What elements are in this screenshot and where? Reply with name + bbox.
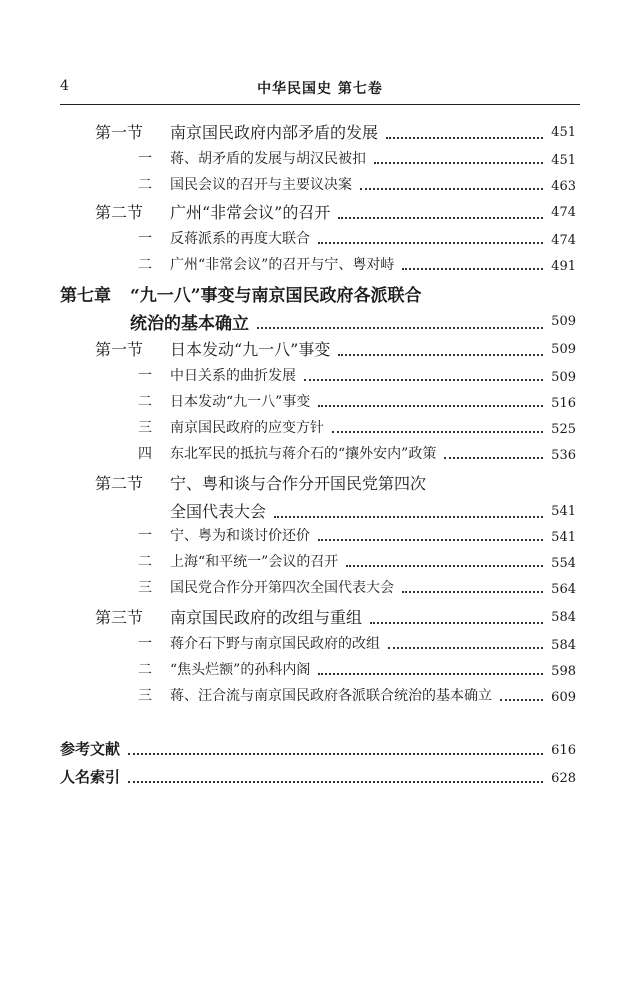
toc-page-number: 564 xyxy=(551,582,576,597)
header-rule xyxy=(60,104,580,105)
toc-marker: 二 xyxy=(138,554,152,570)
toc-row xyxy=(0,525,644,549)
toc-page-number: 584 xyxy=(551,638,576,653)
toc-title: 蒋介石下野与南京国民政府的改组 xyxy=(170,636,380,652)
toc-marker: 二 xyxy=(138,394,152,410)
toc-page-number: 509 xyxy=(551,314,576,329)
toc-marker: 第二节 xyxy=(95,203,144,222)
toc-marker: 二 xyxy=(138,662,152,678)
toc-leader-dots xyxy=(360,188,543,190)
toc-row xyxy=(0,309,644,333)
toc-title: 统治的基本确立 xyxy=(130,314,249,334)
toc-row xyxy=(0,365,644,389)
toc-row xyxy=(0,738,644,762)
toc-row xyxy=(0,417,644,441)
toc-leader-dots xyxy=(318,405,543,407)
toc-title: 蒋、胡矛盾的发展与胡汉民被扣 xyxy=(170,151,366,167)
toc-marker: 第一节 xyxy=(95,123,144,142)
toc-marker: 三 xyxy=(138,580,152,596)
toc-leader-dots xyxy=(402,591,543,593)
toc-row xyxy=(0,337,644,361)
toc-marker: 第三节 xyxy=(95,608,144,627)
toc-marker: 一 xyxy=(138,368,152,384)
toc-title: 国民会议的召开与主要议决案 xyxy=(170,177,352,193)
toc-page-number: 541 xyxy=(551,504,576,519)
toc-title: 宁、粤和谈与合作分开国民党第四次 xyxy=(170,474,427,493)
toc-title: 南京国民政府的改组与重组 xyxy=(170,608,363,627)
toc-row xyxy=(0,174,644,198)
toc-row xyxy=(0,633,644,657)
toc-leader-dots xyxy=(346,565,543,567)
toc-page-number: 584 xyxy=(551,610,576,625)
toc-row xyxy=(0,443,644,467)
toc-marker: 一 xyxy=(138,528,152,544)
toc-row xyxy=(0,577,644,601)
toc-page-number: 609 xyxy=(551,690,576,705)
toc-leader-dots xyxy=(402,268,543,270)
toc-title: 参考文献 xyxy=(60,740,121,758)
toc-row xyxy=(0,200,644,224)
toc-marker: 第二节 xyxy=(95,474,144,493)
toc-leader-dots xyxy=(318,539,543,541)
toc-page-number: 541 xyxy=(551,530,576,545)
toc-page-number: 536 xyxy=(551,448,576,463)
toc-title: 人名索引 xyxy=(60,768,121,786)
toc-title: 全国代表大会 xyxy=(170,502,267,521)
toc-marker: 一 xyxy=(138,151,152,167)
toc-leader-dots xyxy=(500,699,543,701)
toc-title: 宁、粤为和谈讨价还价 xyxy=(170,528,310,544)
toc-title: 上海“和平统一”会议的召开 xyxy=(170,554,339,570)
toc-row xyxy=(0,471,644,495)
toc-marker: 二 xyxy=(138,177,152,193)
toc-marker: 三 xyxy=(138,420,152,436)
toc-title: 广州“非常会议”的召开 xyxy=(170,203,331,222)
toc-title: 广州“非常会议”的召开与宁、粤对峙 xyxy=(170,257,395,273)
toc-page-number: 616 xyxy=(551,743,576,758)
toc-page-number: 525 xyxy=(551,422,576,437)
toc-title: “焦头烂额”的孙科内阁 xyxy=(170,662,311,678)
toc-row xyxy=(0,254,644,278)
toc-row xyxy=(0,228,644,252)
toc-title: “九一八”事变与南京国民政府各派联合 xyxy=(130,286,422,306)
toc-marker: 三 xyxy=(138,688,152,704)
toc-title: 南京国民政府内部矛盾的发展 xyxy=(170,123,379,142)
toc-row xyxy=(0,499,644,523)
toc-title: 日本发动“九一八”事变 xyxy=(170,394,311,410)
toc-row xyxy=(0,659,644,683)
toc-leader-dots xyxy=(332,431,543,433)
toc-page-number: 509 xyxy=(551,342,576,357)
toc-page-number: 474 xyxy=(551,205,576,220)
toc-row xyxy=(0,766,644,790)
toc-row xyxy=(0,281,644,305)
toc-marker: 一 xyxy=(138,636,152,652)
toc-leader-dots xyxy=(374,162,543,164)
toc-title: 中日关系的曲折发展 xyxy=(170,368,296,384)
toc-leader-dots xyxy=(386,137,543,139)
toc-page-number: 463 xyxy=(551,179,576,194)
toc-leader-dots xyxy=(444,457,543,459)
toc-leader-dots xyxy=(338,217,543,219)
toc-row xyxy=(0,605,644,629)
toc-marker: 二 xyxy=(138,257,152,273)
toc-page-number: 628 xyxy=(551,771,576,786)
toc-page-number: 451 xyxy=(551,153,576,168)
toc-row xyxy=(0,120,644,144)
toc-row xyxy=(0,685,644,709)
toc-page-number: 509 xyxy=(551,370,576,385)
toc-marker: 四 xyxy=(138,446,152,462)
toc-page-number: 598 xyxy=(551,664,576,679)
toc-title: 国民党合作分开第四次全国代表大会 xyxy=(170,580,394,596)
toc-leader-dots xyxy=(338,354,543,356)
toc-row xyxy=(0,148,644,172)
toc-leader-dots xyxy=(304,379,543,381)
page-header xyxy=(60,78,580,98)
toc-leader-dots xyxy=(370,622,543,624)
toc-page-number: 451 xyxy=(551,125,576,140)
running-title: 中华民国史 第七卷 xyxy=(257,81,383,97)
toc-title: 东北军民的抵抗与蒋介石的“攘外安内”政策 xyxy=(170,446,437,462)
toc-page-number: 491 xyxy=(551,259,576,274)
toc-page-number: 554 xyxy=(551,556,576,571)
toc-row xyxy=(0,551,644,575)
toc-leader-dots xyxy=(318,673,543,675)
toc-marker: 第七章 xyxy=(60,286,111,306)
toc-title: 蒋、汪合流与南京国民政府各派联合统治的基本确立 xyxy=(170,688,492,704)
toc-marker: 一 xyxy=(138,231,152,247)
toc-page-number: 474 xyxy=(551,233,576,248)
toc-title: 日本发动“九一八”事变 xyxy=(170,340,331,359)
toc-title: 南京国民政府的应变方针 xyxy=(170,420,324,436)
toc-title: 反蒋派系的再度大联合 xyxy=(170,231,310,247)
toc-leader-dots xyxy=(318,242,543,244)
toc-leader-dots xyxy=(388,647,543,649)
toc-leader-dots xyxy=(274,516,543,518)
toc-row xyxy=(0,391,644,415)
toc-leader-dots xyxy=(128,753,543,755)
page-number: 4 xyxy=(60,78,69,94)
toc-leader-dots xyxy=(257,327,543,329)
toc-marker: 第一节 xyxy=(95,340,144,359)
toc-leader-dots xyxy=(128,781,543,783)
toc-page-number: 516 xyxy=(551,396,576,411)
